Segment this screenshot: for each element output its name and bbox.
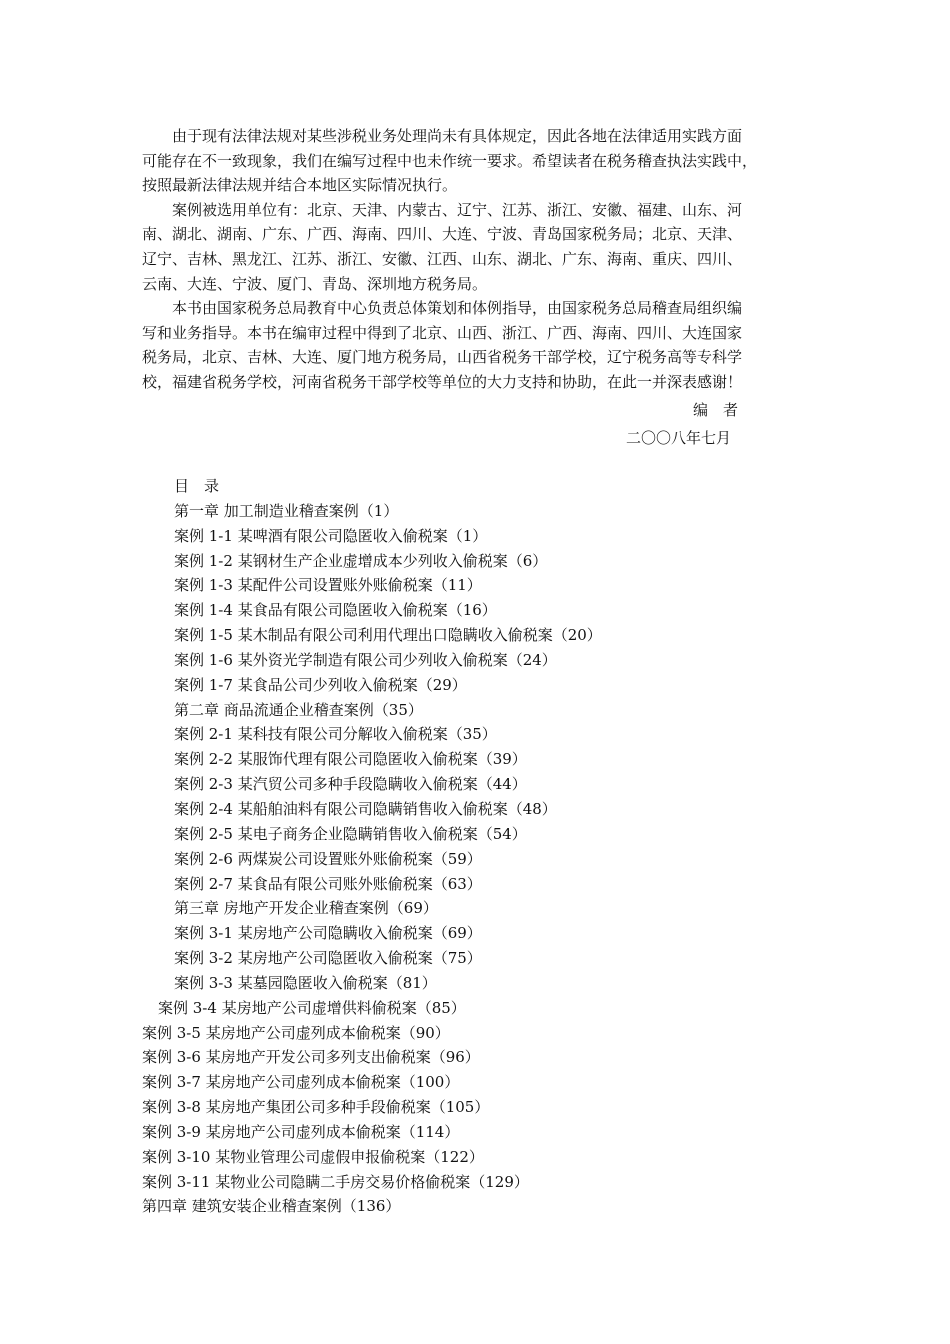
preface-line: 南、湖北、湖南、广东、广西、海南、四川、大连、宁波、青岛国家税务局；北京、天津、 xyxy=(142,225,743,244)
toc-entry: 案例 1-2 某钢材生产企业虚增成本少列收入偷税案（6） xyxy=(174,551,548,570)
toc-entry: 案例 3-11 某物业公司隐瞒二手房交易价格偷税案（129） xyxy=(142,1172,529,1191)
toc-entry: 案例 3-1 某房地产公司隐瞒收入偷税案（69） xyxy=(174,924,482,943)
toc-entry: 案例 1-1 某啤酒有限公司隐匿收入偷税案（1） xyxy=(174,526,488,545)
toc-entry: 案例 2-1 某科技有限公司分解收入偷税案（35） xyxy=(174,725,497,744)
toc-entry: 案例 3-10 某物业管理公司虚假申报偷税案（122） xyxy=(142,1147,484,1166)
toc-entry: 案例 3-8 某房地产集团公司多种手段偷税案（105） xyxy=(142,1098,490,1117)
preface-line: 可能存在不一致现象，我们在编写过程中也未作统一要求。希望读者在税务稽查执法实践中， xyxy=(142,151,758,170)
preface-line: 税务局，北京、吉林、大连、厦门地方税务局，山西省税务干部学校，辽宁税务高等专科学 xyxy=(142,348,743,367)
preface-line: 云南、大连、宁波、厦门、青岛、深圳地方税务局。 xyxy=(142,274,488,293)
toc-entry: 案例 1-5 某木制品有限公司利用代理出口隐瞒收入偷税案（20） xyxy=(174,626,602,645)
toc-entry: 案例 1-3 某配件公司设置账外账偷税案（11） xyxy=(174,576,482,595)
toc-title: 目 录 xyxy=(174,477,220,495)
toc-chapter: 第二章 商品流通企业稽查案例（35） xyxy=(174,700,423,719)
preface-line: 校，福建省税务学校，河南省税务干部学校等单位的大力支持和协助，在此一并深表感谢！ xyxy=(142,372,743,391)
toc-entry: 案例 2-4 某船舶油料有限公司隐瞒销售收入偷税案（48） xyxy=(174,799,557,818)
toc-entry: 案例 2-7 某食品有限公司账外账偷税案（63） xyxy=(174,874,482,893)
toc-entry: 案例 3-7 某房地产公司虚列成本偷税案（100） xyxy=(142,1073,460,1092)
toc-entry: 案例 2-3 某汽贸公司多种手段隐瞒收入偷税案（44） xyxy=(174,775,527,794)
preface-line: 本书由国家税务总局教育中心负责总体策划和体例指导，由国家税务总局稽查局组织编 xyxy=(172,299,743,318)
toc-entry: 案例 1-4 某食品有限公司隐匿收入偷税案（16） xyxy=(174,601,497,620)
toc-entry: 案例 1-6 某外资光学制造有限公司少列收入偷税案（24） xyxy=(174,650,557,669)
table-of-contents xyxy=(142,474,842,1219)
toc-entry: 案例 3-5 某房地产公司虚列成本偷税案（90） xyxy=(142,1023,450,1042)
toc-chapter: 第三章 房地产开发企业稽查案例（69） xyxy=(174,899,438,918)
toc-entry: 案例 3-6 某房地产开发公司多列支出偷税案（96） xyxy=(142,1048,480,1067)
preface-line: 由于现有法律法规对某些涉税业务处理尚未有具体规定，因此各地在法律适用实践方面 xyxy=(172,127,743,145)
preface-line: 辽宁、吉林、黑龙江、江苏、浙江、安徽、江西、山东、湖北、广东、海南、重庆、四川、 xyxy=(142,249,743,268)
toc-entry: 案例 3-3 某墓园隐匿收入偷税案（81） xyxy=(174,973,437,992)
toc-entry: 案例 2-6 两煤炭公司设置账外账偷税案（59） xyxy=(174,849,482,868)
preface-text xyxy=(142,124,810,395)
toc-chapter: 第四章 建筑安装企业稽查案例（136） xyxy=(142,1197,401,1216)
toc-entry: 案例 2-5 某电子商务企业隐瞒销售收入偷税案（54） xyxy=(174,824,527,843)
editor-signature: 编 者 xyxy=(693,401,739,419)
toc-entry: 案例 3-4 某房地产公司虚增供料偷税案（85） xyxy=(158,998,466,1017)
toc-entry: 案例 3-9 某房地产公司虚列成本偷税案（114） xyxy=(142,1122,460,1141)
toc-entry: 案例 2-2 某服饰代理有限公司隐匿收入偷税案（39） xyxy=(174,750,527,769)
preface-date: 二〇〇八年七月 xyxy=(626,429,732,447)
toc-entry: 案例 3-2 某房地产公司隐匿收入偷税案（75） xyxy=(174,949,482,968)
preface-line: 案例被选用单位有：北京、天津、内蒙古、辽宁、江苏、浙江、安徽、福建、山东、河 xyxy=(172,200,743,219)
preface-line: 写和业务指导。本书在编审过程中得到了北京、山西、浙江、广西、海南、四川、大连国家 xyxy=(142,323,743,342)
toc-entry: 案例 1-7 某食品公司少列收入偷税案（29） xyxy=(174,675,467,694)
toc-chapter: 第一章 加工制造业稽查案例（1） xyxy=(174,501,399,520)
preface-line: 按照最新法律法规并结合本地区实际情况执行。 xyxy=(142,176,458,195)
